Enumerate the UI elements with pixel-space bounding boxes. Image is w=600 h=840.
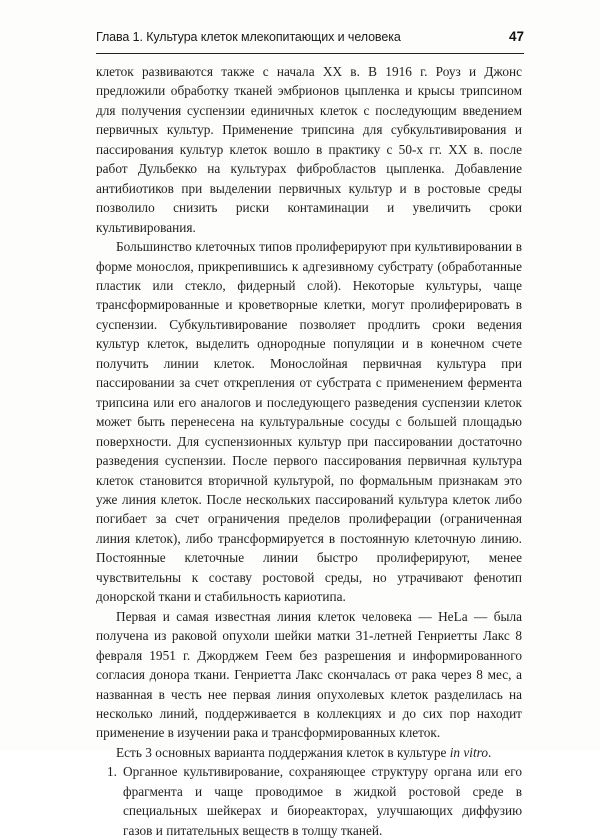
- list-item-number: 1.: [107, 764, 117, 780]
- intro-lead: Есть 3 основных варианта поддержания клеток в культуре: [116, 744, 447, 760]
- paragraph-variants-intro: [96, 743, 522, 762]
- header-rule: [96, 53, 524, 54]
- page-number: 47: [508, 29, 524, 44]
- intro-italic: in vitro: [449, 744, 489, 760]
- paragraph-cell-types: Большинство клеточных типов пролиферируют при культивировании в форме монослоя, прикрепившись к адгезивному субстрату (обработанные пластик или стекло, фидерный слой). Некоторые культуры, чаще трансформированные и кроветворные клетки, могут пролиферировать в суспензии. Субкультивирование позволяет продлить сроки ведения культур клеток, выделить однородные популяции и в конечном счете получить линии клеток. Монослойная первичная культура при пассировании за счет открепления от субстрата с применением фермента трипсина или его аналогов и последующего разведения суспензии клеток может быть перенесена на культуральные сосуды с большей площадью поверхности. Для суспензионных культур при пассировании достаточно разведения суспензии. После первого пассирования первичная культура клеток становится вторичной культурой, по формальным признакам это уже линия клеток. После нескольких пассирований культура клеток либо погибает за счет ограничения пределов пролиферации (ограниченная линия клеток), либо трансформируется в постоянную клеточную линию. Постоянные клеточные линии быстро пролиферируют, менее чувствительны к составу ростовой среды, но утрачивают фенотип донорской ткани и стабильность кариотипа.: [96, 239, 522, 605]
- body-text: [96, 62, 522, 840]
- variants-list: [96, 762, 522, 840]
- paragraph-continued: клеток развиваются также с начала XX в. В 1916 г. Роуз и Джонс предложили обработку тканей эмбрионов цыпленка и крысы трипсином для получения суспензии единичных клеток с последующим введением первичных культур. Применение трипсина для субкультивирования и пассирования культур клеток вошло в практику с 50-х гг. XX в. после работ Дульбекко на культурах фибробластов цыпленка. Добавление антибиотиков при выделении первичных культур и в ростовые среды позволило снизить риски контаминации и увеличить сроки культивирования.: [96, 64, 522, 235]
- paragraph-hela: Первая и самая известная линия клеток человека — HeLa — была получена из раковой опухоли шейки матки 31-летней Генриетты Лакс 8 февраля 1951 г. Джорджем Геем без разрешения и информированного согласия донора ткани. Генриетта Лакс скончалась от рака через 8 мес, а названная в честь нее первая линия опухолевых клеток разделилась на несколько линий, поддерживается в коллекциях и до сих пор находит применение в изучении рака и трансформированных клеток.: [96, 608, 522, 741]
- intro-tail: .: [488, 744, 492, 760]
- page-header: [96, 30, 524, 50]
- running-head: Глава 1. Культура клеток млекопитающих и человека: [96, 30, 401, 44]
- list-item: [96, 762, 522, 840]
- list-item-text: Органное культивирование, сохраняющее структуру органа или его фрагмента и чаще проводимое в жидкой ростовой среде в специальных шейкерах и биореакторах, улучшающих диффузию газов и питательных веществ в толщу тканей.: [123, 764, 522, 838]
